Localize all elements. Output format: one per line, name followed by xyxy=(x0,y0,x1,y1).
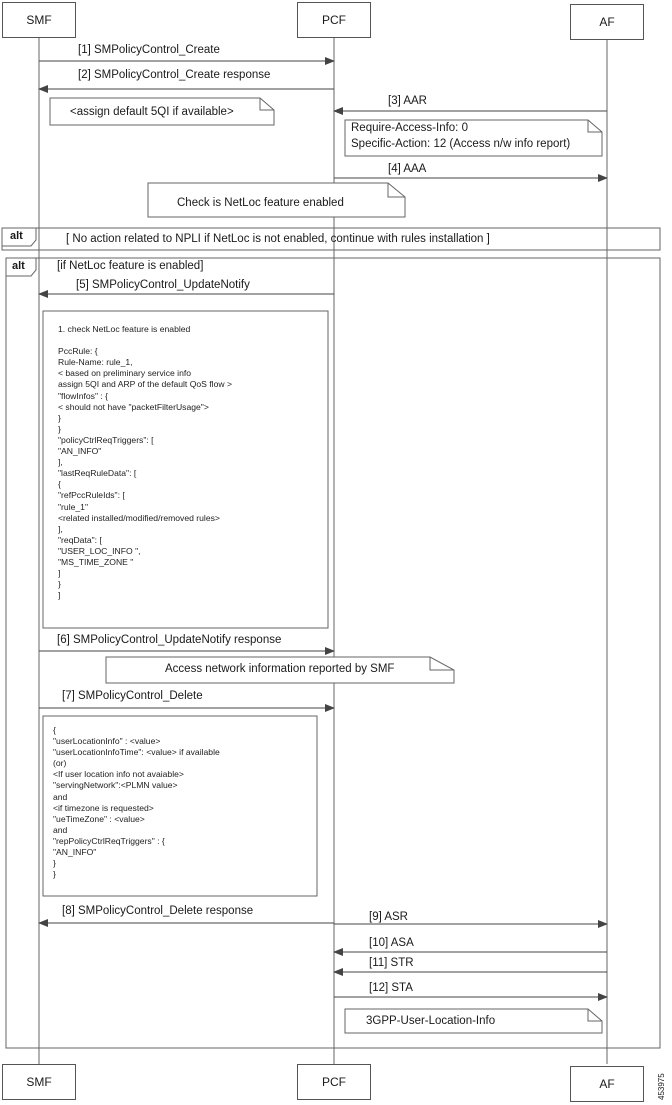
msg10-label: [10] ASA xyxy=(369,937,414,949)
actor-pcf-top xyxy=(297,2,371,38)
msg2-label: [2] SMPolicyControl_Create response xyxy=(78,69,271,81)
actor-pcf-label: PCF xyxy=(322,13,346,27)
alt2-guard: [if NetLoc feature is enabled] xyxy=(57,260,204,272)
actor-af-top xyxy=(570,4,644,40)
actor-af-label: AF xyxy=(599,15,615,29)
note-netloc-check: Check is NetLoc feature enabled xyxy=(177,197,344,209)
actor-af-bottom xyxy=(570,1066,644,1102)
actor-pcf-label: PCF xyxy=(322,1075,346,1089)
msg9-label: [9] ASR xyxy=(369,911,408,923)
actor-smf-label: SMF xyxy=(26,1075,52,1089)
msg4-label: [4] AAA xyxy=(388,163,427,175)
figure-id: 453975 xyxy=(657,1073,666,1100)
msg8-label: [8] SMPolicyControl_Delete response xyxy=(62,905,254,917)
actor-smf-label: SMF xyxy=(26,13,52,27)
msg12-label: [12] STA xyxy=(369,982,413,994)
actor-smf-top xyxy=(2,2,76,38)
code-box2-text: { "userLocationInfo" : <value> "userLocationInfoTime": <value> if available (or) <If user location info not avaiable> "servingNetwork":<PLMN value> and <if timezone is requested> "ueTimeZone" : <value> and "repPolicyCtrlReqTriggers" : { "AN_INFO" } } xyxy=(53,725,220,880)
actor-af-label: AF xyxy=(599,1077,615,1091)
note-aar-line1: Require-Access-Info: 0 xyxy=(351,122,468,134)
alt1-tag: alt xyxy=(10,230,23,242)
note-aar-line2: Specific-Action: 12 (Access n/w info report) xyxy=(351,138,571,150)
msg3-label: [3] AAR xyxy=(388,95,427,107)
note-assign-5qi: <assign default 5QI if available> xyxy=(70,106,234,118)
msg1-label: [1] SMPolicyControl_Create xyxy=(78,44,220,56)
actor-smf-bottom xyxy=(2,1064,76,1100)
note-user-location: 3GPP-User-Location-Info xyxy=(366,1015,496,1027)
msg6-label: [6] SMPolicyControl_UpdateNotify response xyxy=(57,634,282,646)
alt1-guard: [ No action related to NPLI if NetLoc is not enabled, continue with rules installation ] xyxy=(66,233,490,245)
note-access-info: Access network information reported by SMF xyxy=(165,663,395,675)
code-box1-text: 1. check NetLoc feature is enabled PccRule: { Rule-Name: rule_1, < based on preliminary service info assign 5QI and ARP of the default QoS flow > "flowInfos" : { < should not have "packetFilterUsage"> } } "policyCtrlReqTriggers": [ "AN_INFO" ], "lastReqRuleData": [ { "refPccRuleIds": [ "rule_1" <related installed/modified/removed rules> ], "reqData": [ "USER_LOC_INFO ", "MS_TIME_ZONE " ] } ] xyxy=(58,324,232,601)
msg11-label: [11] STR xyxy=(369,957,414,969)
msg7-label: [7] SMPolicyControl_Delete xyxy=(62,690,203,702)
actor-pcf-bottom xyxy=(297,1064,371,1100)
msg5-label: [5] SMPolicyControl_UpdateNotify xyxy=(76,279,250,291)
alt2-tag: alt xyxy=(12,260,25,272)
